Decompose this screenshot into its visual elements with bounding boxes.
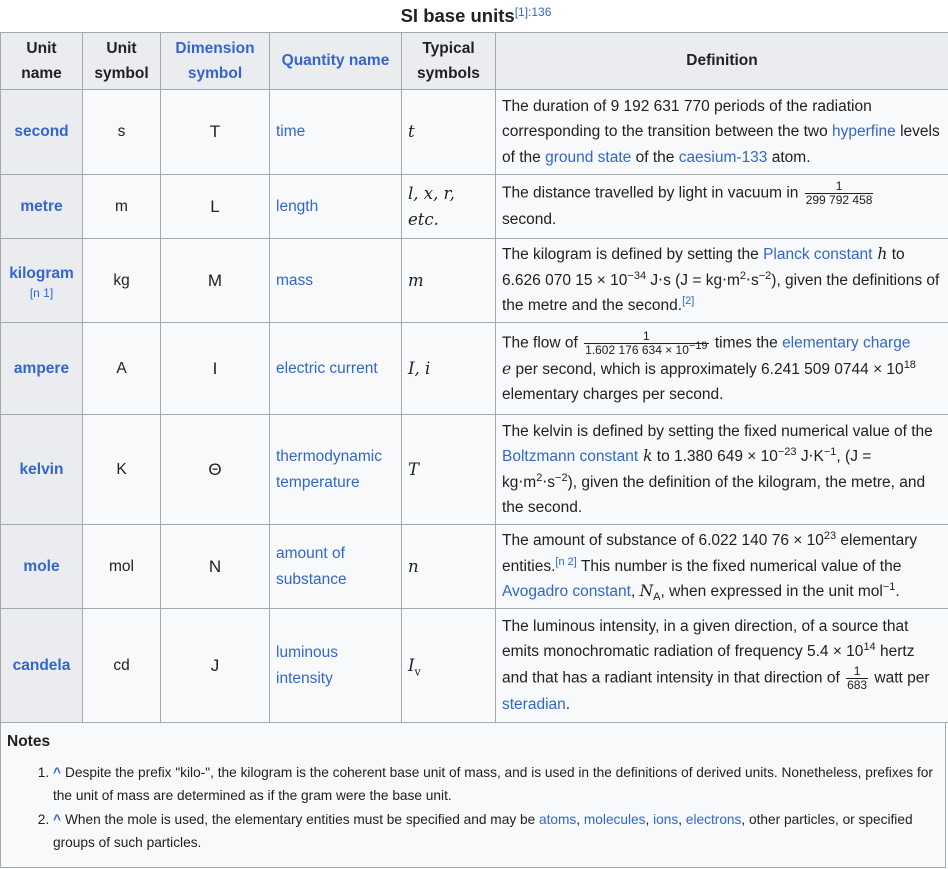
note-item: 1. ^ Despite the prefix "kilo-", the kilogram is the coherent base unit of mass, and is used in the definitions of derived units. Nonetheless, prefixes for the unit of mass are determined as if the gram were the base unit. (53, 761, 939, 807)
table-row (1, 415, 948, 525)
unit-symbol: K (83, 415, 161, 525)
dimension-symbol: M (161, 239, 270, 323)
fraction: $\frac{1}{683}$ (847, 663, 868, 692)
quantity-name-link[interactable]: thermodynamic temperature (270, 415, 402, 525)
unit-symbol: m (83, 175, 161, 239)
ions-link[interactable]: ions (653, 812, 679, 827)
unit-name-link[interactable]: kelvin (1, 415, 83, 525)
typical-symbol: $I_v$ (402, 609, 496, 723)
header-unit-name: Unit name (1, 33, 83, 90)
dimension-symbol: Θ (161, 415, 270, 525)
notes-section (0, 723, 946, 868)
quantity-name-link[interactable]: time (270, 90, 402, 175)
elementary-charge-link[interactable]: elementary charge (782, 334, 911, 352)
boltzmann-constant-link[interactable]: Boltzmann constant (502, 448, 639, 465)
quantity-name-link[interactable]: length (270, 175, 402, 239)
header-definition: Definition (496, 33, 948, 90)
typical-symbol: n (402, 525, 496, 609)
reference-link[interactable]: [2] (682, 295, 695, 308)
dimension-symbol: T (161, 90, 270, 175)
dimension-symbol: I (161, 323, 270, 415)
note-item: 2. ^ When the mole is used, the elementary entities must be specified and may be atoms, molecules, ions, electrons, other particles, or specified groups of such particles. (53, 808, 939, 854)
fraction: $\frac{1}{1.602 176 634 \times 10^{-19}}$ (585, 328, 708, 357)
notes-list (7, 761, 939, 854)
note-ref-link[interactable]: [n 1] (29, 286, 54, 301)
header-unit-symbol: Unit symbol (83, 33, 161, 90)
dimension-symbol: L (161, 175, 270, 239)
header-quantity-name-link[interactable]: Quantity name (270, 33, 402, 90)
unit-name-link[interactable]: second (1, 90, 83, 175)
caesium-133-link[interactable]: caesium-133 (678, 148, 768, 166)
back-link[interactable]: ^ (53, 812, 61, 827)
table-row (1, 239, 948, 323)
table-row (1, 609, 948, 723)
caption-reference-link[interactable]: [1]:136 (514, 5, 552, 19)
molecules-link[interactable]: molecules (583, 812, 646, 827)
typical-symbol: t (402, 90, 496, 175)
typical-symbol: m (402, 239, 496, 323)
planck-constant-link[interactable]: Planck constant (763, 246, 873, 264)
avogadro-constant-link[interactable]: Avogadro constant (502, 583, 631, 601)
typical-symbol: I, i (402, 323, 496, 415)
quantity-name-link[interactable]: amount of substance (270, 525, 402, 609)
quantity-name-link[interactable]: electric current (270, 323, 402, 415)
unit-name-link[interactable]: ampere (1, 323, 83, 415)
table-row (1, 90, 948, 175)
unit-symbol: cd (83, 609, 161, 723)
electrons-link[interactable]: electrons (685, 812, 742, 827)
fraction: $\frac{1}{299 792 458}$ (805, 179, 873, 208)
unit-name-link[interactable]: candela (1, 609, 83, 723)
atoms-link[interactable]: atoms (539, 812, 577, 827)
dimension-symbol: J (161, 609, 270, 723)
table-row (1, 525, 948, 609)
dimension-symbol: N (161, 525, 270, 609)
notes-title: Notes (7, 733, 51, 750)
definition-cell: The luminous intensity, in a given direction, of a source that emits monochromatic radiation of frequency $5.4 \times 10^{14}$ hertz and that has a radiant intensity in that direction of $\frac{1}{683}$ watt per steradian. (496, 609, 948, 723)
unit-name-link[interactable]: mole (1, 525, 83, 609)
header-typical-symbols: Typical symbols (402, 33, 496, 90)
header-dimension-symbol-link[interactable]: Dimension symbol (161, 33, 270, 90)
definition-cell: The kelvin is defined by setting the fixed numerical value of the Boltzmann constant k to 1.380 $649 \times 10^{-23}$ $J\cdot K^{-1}$, $(J = kg\cdot m^2\cdot s^{-2})$, given the definition of the kilogram, the metre, and the second. (496, 415, 948, 525)
unit-name-link[interactable]: metre (1, 175, 83, 239)
back-link[interactable]: ^ (53, 765, 61, 780)
unit-symbol: A (83, 323, 161, 415)
hyperfine-link[interactable]: hyperfine (832, 123, 896, 141)
si-base-units-table (0, 32, 948, 723)
unit-name-link[interactable]: kilogram [n 1] (1, 239, 83, 323)
unit-symbol: kg (83, 239, 161, 323)
definition-cell: The duration of 9 192 631 770 periods of the radiation corresponding to the transition between the two hyperfine levels of the ground state of the caesium-133 atom. (496, 90, 948, 175)
typical-symbol: T (402, 415, 496, 525)
table-row (1, 323, 948, 415)
note-ref-link[interactable]: [n 2] (555, 555, 577, 568)
caption-title: SI base units (400, 5, 515, 26)
definition-cell: The flow of $\frac{1}{1.602 176 634 \times 10^{-19}}$ times the elementary charge e per second, which is approximately 6.241 509 $0744 \times 10^{18}$ elementary charges per second. (496, 323, 948, 415)
quantity-name-link[interactable]: luminous intensity (270, 609, 402, 723)
typical-symbol: l, x, r, etc. (402, 175, 496, 239)
definition-cell: The distance travelled by light in vacuum in $\frac{1}{299 792 458}$ second. (496, 175, 948, 239)
unit-symbol: s (83, 90, 161, 175)
definition-cell: The kilogram is defined by setting the Planck constant h to 6.626 070 $15 \times 10^{-34}$ J⋅s $(J = kg\cdot m^2\cdot s^{-2})$, given the definitions of the metre and the second.[2] (496, 239, 948, 323)
table-row (1, 175, 948, 239)
table-caption (0, 0, 948, 32)
steradian-link[interactable]: steradian (502, 695, 566, 713)
header-row (1, 33, 948, 90)
quantity-name-link[interactable]: mass (270, 239, 402, 323)
definition-cell: The amount of substance of 6.022 140 $76 \times 10^{23}$ elementary entities.[n 2] This number is the fixed numerical value of the Avogadro constant, $N_A$, when expressed in the unit mol$^{-1}$. (496, 525, 948, 609)
ground-state-link[interactable]: ground state (545, 148, 632, 166)
unit-symbol: mol (83, 525, 161, 609)
